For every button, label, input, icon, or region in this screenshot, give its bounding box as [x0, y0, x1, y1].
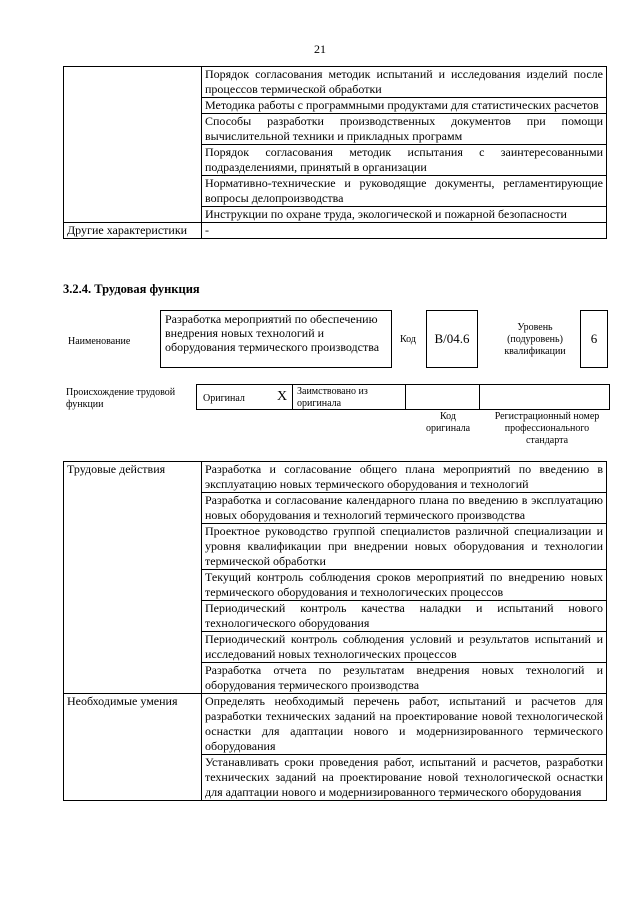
table-cell: Нормативно-технические и руководящие документы, регламентирующие вопросы делопроизводства [202, 176, 607, 207]
level-label: Уровень (подуровень) квалификации [504, 322, 566, 357]
table-cell: Проектное руководство группой специалистов различной специализации и уровня квалификации при внедрении новых оборудования и технологии термической обработки [202, 524, 607, 570]
table-cell: Разработка и согласование общего плана мероприятий по введению в эксплуатацию новых термического оборудования и технологий [202, 462, 607, 493]
table-row [64, 223, 607, 239]
knowledge-table [63, 66, 607, 239]
original-mark: X [277, 389, 288, 404]
reg-number-caption: Регистрационный номер профессионального стандарта [494, 411, 600, 446]
table-cell: Порядок согласования методик испытаний и исследования изделий после процессов термической обработки [202, 67, 607, 98]
table-cell: Порядок согласования методик испытания с заинтересованными подразделениями, принятый в организации [202, 145, 607, 176]
name-label: Наименование [68, 336, 131, 347]
section-label: Необходимые умения [64, 694, 202, 801]
function-name-box: Разработка мероприятий по обеспечению внедрения новых технологий и оборудования термического производства [160, 310, 392, 368]
table-cell: Разработка отчета по результатам внедрения новых технологий и оборудования термического производства [202, 663, 607, 694]
table-cell: Инструкции по охране труда, экологической и пожарной безопасности [202, 207, 607, 223]
table-cell: Методика работы с программными продуктами для статистических расчетов [202, 98, 607, 114]
origin-grid [196, 384, 610, 410]
other-characteristics-label: Другие характеристики [64, 223, 202, 239]
code-original-caption: Код оригинала [425, 411, 471, 434]
level-value-box: 6 [580, 310, 608, 368]
page-number: 21 [314, 42, 326, 56]
section-label: Трудовые действия [64, 462, 202, 694]
table-cell: Разработка и согласование календарного плана по введению в эксплуатацию новых оборудования и технологий термического производства [202, 493, 607, 524]
table-cell: Периодический контроль качества наладки и испытаний нового технологического оборудования [202, 601, 607, 632]
code-label: Код [400, 334, 416, 345]
labor-function-table [63, 461, 607, 801]
divider [405, 385, 406, 409]
borrowed-label: Заимствовано из оригинала [297, 386, 368, 409]
table-cell: Способы разработки производственных документов при помощи вычислительной техники и прикладных программ [202, 114, 607, 145]
section-title: 3.2.4. Трудовая функция [63, 282, 200, 296]
table-cell: Периодический контроль соблюдения условий и результатов испытаний и исследований новых технологических процессов [202, 632, 607, 663]
divider [292, 385, 293, 409]
code-value-box: В/04.6 [426, 310, 478, 368]
table-cell: Текущий контроль соблюдения сроков мероприятий по внедрению новых термического оборудования и технологических процессов [202, 570, 607, 601]
table-cell: Устанавливать сроки проведения работ, испытаний и расчетов, разработки технических заданий на проектирование новой технологической оснастки для адаптации нового и модернизированного термического оборудования [202, 755, 607, 801]
table-row [64, 67, 607, 98]
origin-label: Происхождение трудовой функции [66, 387, 176, 410]
other-characteristics-value: - [202, 223, 607, 239]
empty-label-cell [64, 67, 202, 223]
table-cell: Определять необходимый перечень работ, испытаний и расчетов для разработки технических заданий на проектирование новой технологической оснастки для адаптации нового и модернизированного термического оборудования [202, 694, 607, 755]
table-row [64, 462, 607, 493]
original-label: Оригинал [203, 393, 245, 404]
table-row [64, 694, 607, 755]
divider [479, 385, 480, 409]
